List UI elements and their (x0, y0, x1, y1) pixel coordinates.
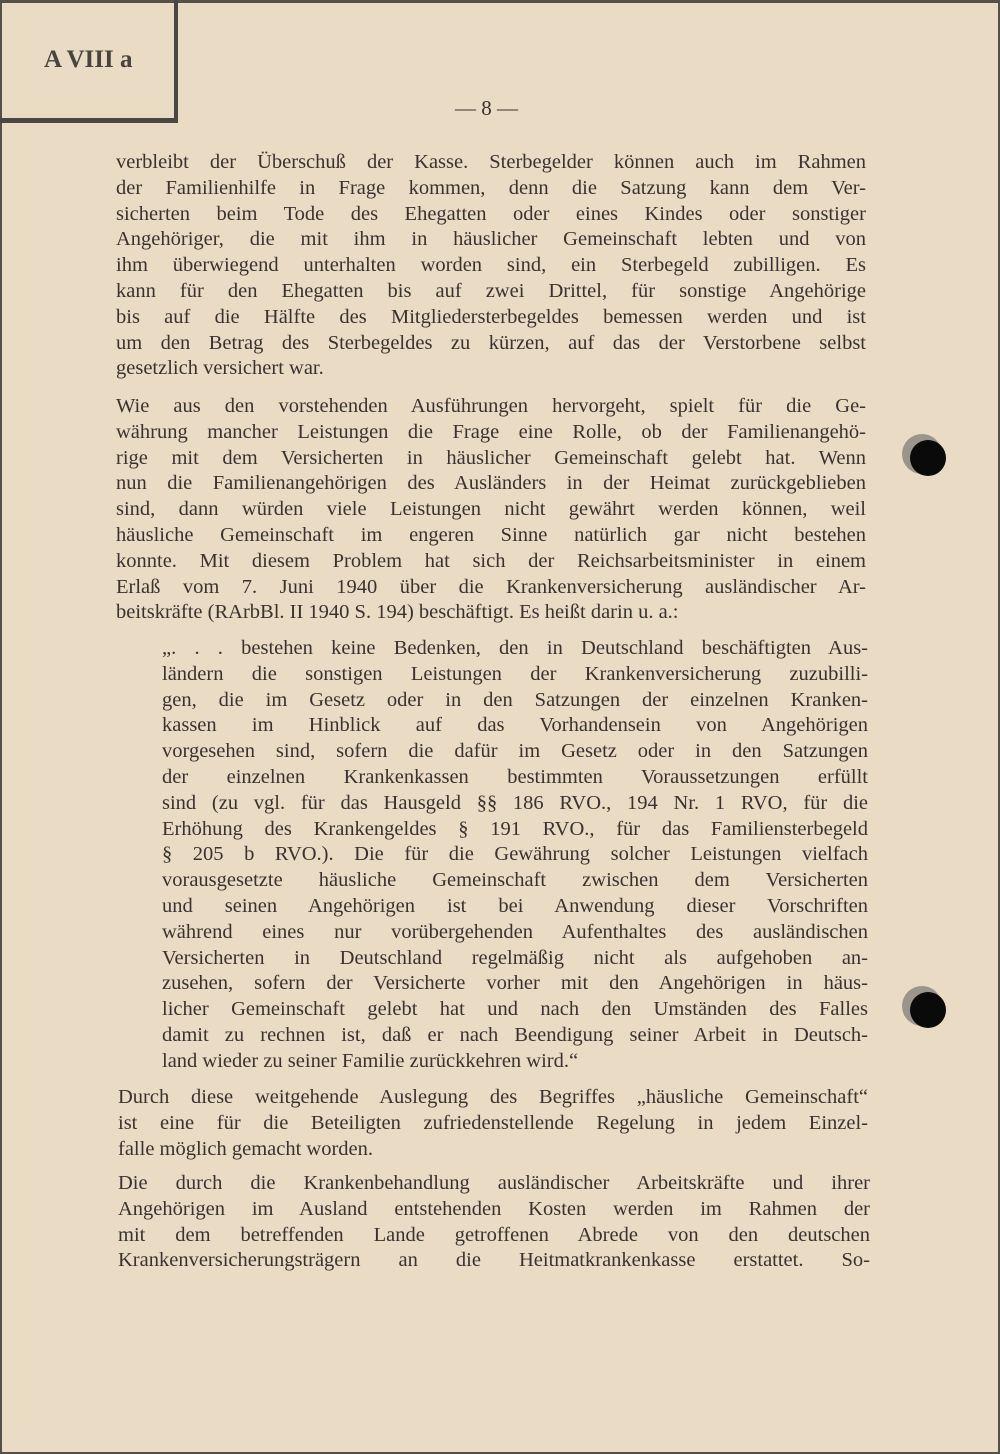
text-line: und seinen Angehörigen ist bei Anwendung dieser Vorschriften (162, 894, 868, 917)
text-line: verbleibt der Überschuß der Kasse. Sterbegelder können auch im Rahmen (116, 151, 866, 173)
text-line: der einzelnen Krankenkassen bestimmten Voraussetzungen erfüllt (162, 765, 868, 788)
text-line: Versicherten in Deutschland regelmäßig nicht als aufgehoben an- (162, 946, 868, 969)
text-line: häusliche Gemeinschaft im engeren Sinne natürlich gar nicht bestehen (116, 523, 866, 546)
section-tab (0, 0, 178, 123)
text-line: rige mit dem Versicherten in häuslicher Gemeinschaft gelebt hat. Wenn (116, 446, 866, 469)
text-line: nun die Familienangehörigen des Ausländers in der Heimat zurückgeblieben (116, 472, 866, 495)
text-line: vorausgesetzte häusliche Gemeinschaft zwischen dem Versicherten (162, 869, 868, 892)
text-line: Angehöriger, die mit ihm in häuslicher Gemeinschaft lebten und von (116, 228, 866, 251)
text-line: ihm überwiegend unterhalten worden sind, ein Sterbegeld zubilligen. Es (116, 254, 866, 277)
text-line: Erlaß vom 7. Juni 1940 über die Krankenversicherung ausländischer Ar- (116, 575, 866, 598)
text-line: damit zu rechnen ist, daß er nach Beendigung seiner Arbeit in Deutsch- (162, 1023, 868, 1046)
text-line: „. . . bestehen keine Bedenken, den in Deutschland beschäftigten Aus- (162, 637, 868, 659)
text-line: licher Gemeinschaft gelebt hat und nach den Umständen des Falles (162, 998, 868, 1021)
text-line: falle möglich gemacht worden. (118, 1137, 374, 1160)
text-line: Krankenversicherungsträgern an die Heitmatkrankenkasse erstattet. So- (118, 1249, 870, 1272)
punch-hole (910, 992, 946, 1028)
text-line: der Familienhilfe in Frage kommen, denn die Satzung kann dem Ver- (116, 176, 866, 199)
text-line: ist eine für die Beteiligten zufriedenstellende Regelung in jedem Einzel- (118, 1111, 868, 1134)
text-line: sind (zu vgl. für das Hausgeld §§ 186 RVO., 194 Nr. 1 RVO, für die (162, 791, 868, 814)
text-line: sicherten beim Tode des Ehegatten oder eines Kindes oder sonstiger (116, 202, 866, 225)
text-line: Die durch die Krankenbehandlung ausländischer Arbeitskräfte und ihrer (118, 1172, 870, 1194)
text-line: kassen im Hinblick auf das Vorhandensein von Angehörigen (162, 714, 868, 737)
block-quote (162, 636, 868, 1075)
text-line: gesetzlich versichert war. (116, 357, 324, 380)
text-line: sind, dann würden viele Leistungen nicht gewährt werden können, weil (116, 498, 866, 521)
text-line: Angehörigen im Ausland entstehenden Kosten werden im Rahmen der (118, 1197, 870, 1220)
section-label: A VIII a (44, 46, 133, 73)
text-line: ländern die sonstigen Leistungen der Krankenversicherung zuzubilli- (162, 662, 868, 685)
text-line: vorgesehen sind, sofern die dafür im Gesetz oder in den Satzungen (162, 740, 868, 763)
text-line: konnte. Mit diesem Problem hat sich der Reichsarbeitsminister in einem (116, 549, 866, 572)
text-line: beitskräfte (RArbBl. II 1940 S. 194) beschäftigt. Es heißt darin u. a.: (116, 601, 679, 624)
text-line: Wie aus den vorstehenden Ausführungen hervorgeht, spielt für die Ge- (116, 395, 866, 417)
text-line: Erhöhung des Krankengeldes § 191 RVO., für das Familiensterbegeld (162, 817, 868, 840)
text-line: um den Betrag des Sterbegeldes zu kürzen, auf das der Verstorbene selbst (116, 331, 866, 354)
text-line: zusehen, sofern der Versicherte vorher mit den Angehörigen in häus- (162, 972, 868, 995)
paragraph-4 (118, 1171, 870, 1274)
page-number: — 8 — (455, 96, 518, 120)
text-line: gen, die im Gesetz oder in den Satzungen der einzelnen Kranken- (162, 688, 868, 711)
text-line: während eines nur vorübergehenden Aufenthaltes des ausländischen (162, 920, 868, 943)
text-line: kann für den Ehegatten bis auf zwei Drittel, für sonstige Angehörige (116, 279, 866, 302)
paragraph-3 (118, 1085, 868, 1162)
paragraph-1 (116, 150, 866, 382)
text-line: Durch diese weitgehende Auslegung des Begriffes „häusliche Gemeinschaft“ (118, 1086, 868, 1108)
text-line: land wieder zu seiner Familie zurückkehren wird.“ (162, 1049, 579, 1072)
text-line: § 205 b RVO.). Die für die Gewährung solcher Leistungen vielfach (162, 843, 868, 866)
paragraph-2 (116, 394, 866, 626)
punch-hole (910, 440, 946, 476)
text-line: währung mancher Leistungen die Frage eine Rolle, ob der Familienangehö- (116, 420, 866, 443)
text-line: mit dem betreffenden Lande getroffenen Abrede von den deutschen (118, 1223, 870, 1246)
text-line: bis auf die Hälfte des Mitgliedersterbegeldes bemessen werden und ist (116, 305, 866, 328)
